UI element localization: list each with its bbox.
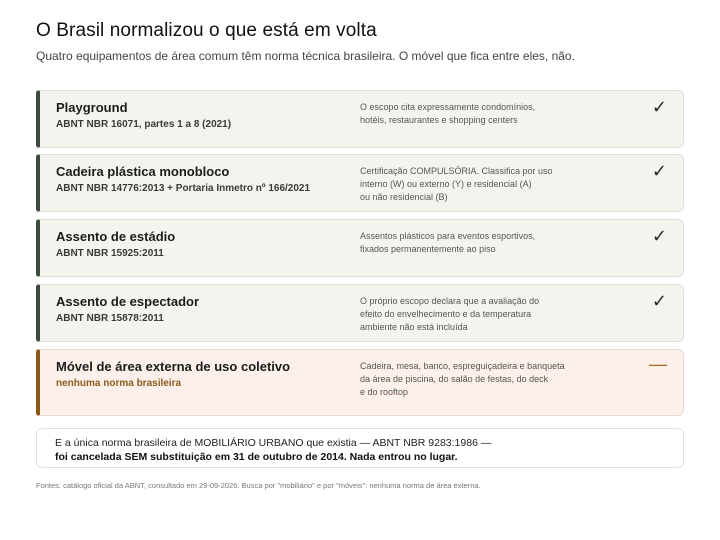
note-line: ambiente não está incluída — [360, 322, 468, 332]
note-line: O próprio escopo declara que a avaliação do — [360, 296, 540, 306]
card-name: Assento de estádio — [56, 229, 176, 244]
card-standard: ABNT NBR 15925:2011 — [56, 248, 164, 259]
note-line: efeito do envelhecimento e da temperatura — [360, 309, 532, 319]
card-name: Móvel de área externa de uso coletivo — [56, 359, 291, 374]
page-title: O Brasil normalizou o que está em volta — [36, 20, 377, 41]
card-monobloc-chair — [36, 154, 684, 212]
card-playground — [36, 90, 684, 148]
note-line: fixados permanentemente ao piso — [360, 244, 496, 254]
card-name: Cadeira plástica monobloco — [56, 164, 230, 179]
note-line: da área de piscina, do salão de festas, do deck — [360, 374, 549, 384]
card-stadium-seat — [36, 219, 684, 277]
note-line: Certificação COMPULSÓRIA. Classifica por uso — [360, 166, 553, 176]
check-icon: ✓ — [651, 291, 667, 311]
card-standard: ABNT NBR 15878:2011 — [56, 313, 164, 324]
check-icon: ✓ — [651, 161, 667, 181]
note-line: O escopo cita expressamente condomínios, — [360, 102, 536, 112]
note-line: Assentos plásticos para eventos esportivos, — [360, 231, 536, 241]
card-note — [360, 101, 580, 127]
card-note — [360, 360, 580, 399]
page-subtitle: Quatro equipamentos de área comum têm norma técnica brasileira. O móvel que fica entre eles, não. — [36, 49, 575, 63]
card-note — [360, 165, 580, 204]
card-name: Assento de espectador — [56, 294, 200, 309]
note-line: Cadeira, mesa, banco, espreguiçadeira e banqueta — [360, 361, 565, 371]
dash-icon: — — [649, 354, 667, 374]
check-icon: ✓ — [651, 97, 667, 117]
summary-line: E a única norma brasileira de MOBILIÁRIO URBANO que existia — ABNT NBR 9283:1986 — — [55, 437, 492, 449]
card-name: Playground — [56, 100, 128, 115]
card-note — [360, 295, 580, 334]
sources-note: Fontes: catálogo oficial da ABNT, consultado em 29-09-2026. Busca por "mobiliário" e por "móveis": nenhuma norma de área externa. — [36, 481, 481, 490]
card-outdoor-furniture — [36, 349, 684, 416]
summary-box — [36, 428, 684, 468]
card-standard: ABNT NBR 14776:2013 + Portaria Inmetro nº 166/2021 — [56, 183, 311, 194]
note-line: ou não residencial (B) — [360, 192, 448, 202]
summary-line-emphasis: foi cancelada SEM substituição em 31 de outubro de 2014. Nada entrou no lugar. — [55, 451, 458, 463]
note-line: hotéis, restaurantes e shopping centers — [360, 115, 518, 125]
check-icon: ✓ — [651, 226, 667, 246]
card-standard: ABNT NBR 16071, partes 1 a 8 (2021) — [56, 119, 232, 130]
card-standard-missing: nenhuma norma brasileira — [56, 378, 182, 389]
card-note — [360, 230, 580, 256]
note-line: e do rooftop — [360, 387, 409, 397]
note-line: interno (W) ou externo (Y) e residencial (A) — [360, 179, 532, 189]
card-spectator-seat — [36, 284, 684, 342]
